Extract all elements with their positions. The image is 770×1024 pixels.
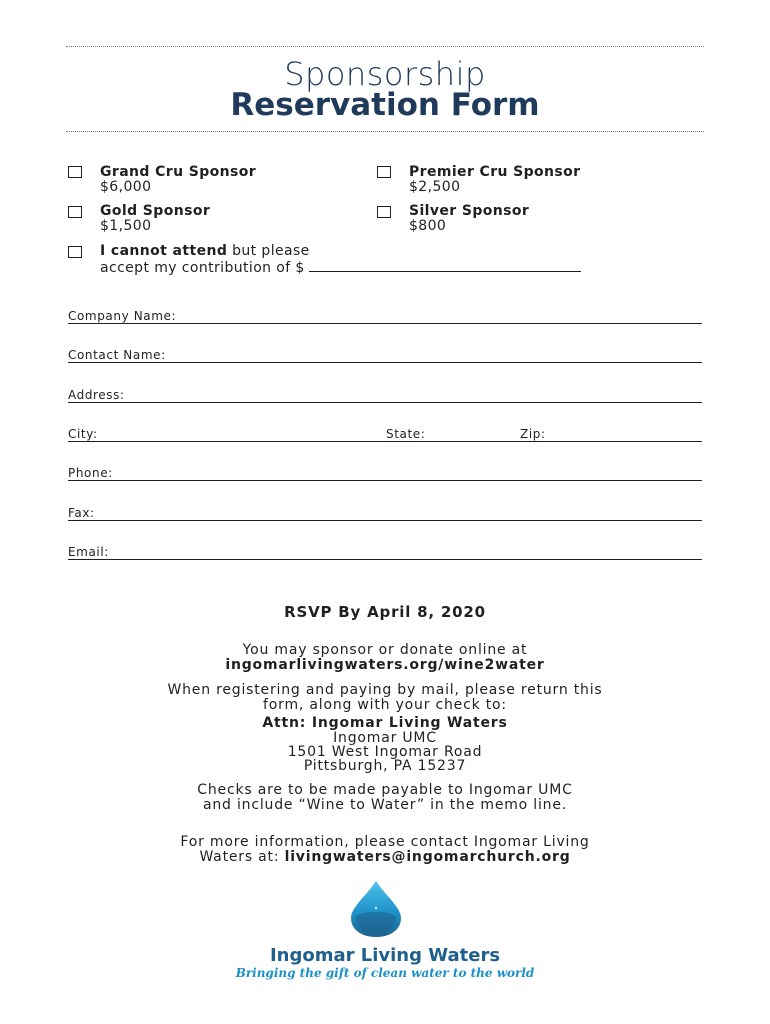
organization-tagline: Bringing the gift of clean water to the world (235, 966, 535, 980)
city-label: City: (68, 427, 98, 441)
contribution-amount-field[interactable] (309, 259, 581, 272)
online-text: You may sponsor or donate online at (242, 642, 528, 658)
phone-field[interactable] (68, 466, 702, 481)
more-info-line1: For more information, please contact Ingomar Living (180, 834, 590, 850)
company-name-label: Company Name: (68, 309, 177, 323)
more-info-prefix: Waters at: (199, 849, 285, 865)
silver-checkbox[interactable] (377, 206, 391, 218)
cannot-attend-checkbox[interactable] (68, 246, 82, 258)
gold-option (100, 204, 210, 234)
mail-instructions-line1: When registering and paying by mail, please return this (167, 682, 603, 698)
silver-option (409, 204, 529, 234)
mailing-address-2: 1501 West Ingomar Road (287, 744, 483, 760)
address-label: Address: (68, 388, 125, 402)
cannot-attend-option (100, 244, 581, 276)
zip-label: Zip: (520, 427, 546, 441)
silver-amount: $800 (409, 218, 447, 234)
contribution-label: accept my contribution of $ (100, 260, 305, 276)
form-title-light: Sponsorship (284, 55, 486, 93)
mailing-attn: Attn: Ingomar Living Waters (262, 715, 508, 731)
gold-checkbox[interactable] (68, 206, 82, 218)
address-field[interactable] (68, 388, 702, 403)
email-field[interactable] (68, 545, 702, 560)
grand-cru-checkbox[interactable] (68, 166, 82, 178)
premier-cru-option (409, 165, 581, 195)
premier-cru-name: Premier Cru Sponsor (409, 164, 581, 180)
organization-name: Ingomar Living Waters (269, 945, 501, 966)
mail-instructions-line2: form, along with your check to: (263, 697, 507, 713)
mailing-address-1: Ingomar UMC (333, 730, 437, 746)
premier-cru-amount: $2,500 (409, 179, 461, 195)
grand-cru-option (100, 165, 256, 195)
checks-payable-line1: Checks are to be made payable to Ingomar UMC (197, 782, 573, 798)
silver-name: Silver Sponsor (409, 203, 530, 219)
rsvp-deadline: RSVP By April 8, 2020 (284, 603, 486, 621)
email-label: Email: (68, 545, 109, 559)
bottom-dotted-divider (66, 131, 704, 132)
grand-cru-amount: $6,000 (100, 179, 152, 195)
more-info-line2 (0, 850, 770, 865)
contact-name-field[interactable] (68, 348, 702, 363)
cannot-attend-bold: I cannot attend (100, 243, 228, 259)
contact-name-label: Contact Name: (68, 348, 166, 362)
premier-cru-checkbox[interactable] (377, 166, 391, 178)
fax-field[interactable] (68, 506, 702, 521)
contact-email-link[interactable]: livingwaters@ingomarchurch.org (284, 849, 571, 865)
form-title-bold: Reservation Form (230, 87, 540, 123)
fax-label: Fax: (68, 506, 95, 520)
checks-payable-line2: and include “Wine to Water” in the memo line. (202, 797, 567, 813)
top-dotted-divider (66, 46, 704, 47)
cannot-attend-rest: but please (227, 243, 310, 259)
water-drop-icon (348, 880, 404, 942)
company-name-field[interactable] (68, 309, 702, 324)
gold-amount: $1,500 (100, 218, 152, 234)
mailing-address-3: Pittsburgh, PA 15237 (303, 758, 467, 774)
grand-cru-name: Grand Cru Sponsor (100, 164, 257, 180)
state-label: State: (386, 427, 426, 441)
online-url-link[interactable]: ingomarlivingwaters.org/wine2water (225, 657, 545, 673)
phone-label: Phone: (68, 466, 113, 480)
city-state-zip-field[interactable] (68, 427, 702, 442)
gold-name: Gold Sponsor (100, 203, 211, 219)
